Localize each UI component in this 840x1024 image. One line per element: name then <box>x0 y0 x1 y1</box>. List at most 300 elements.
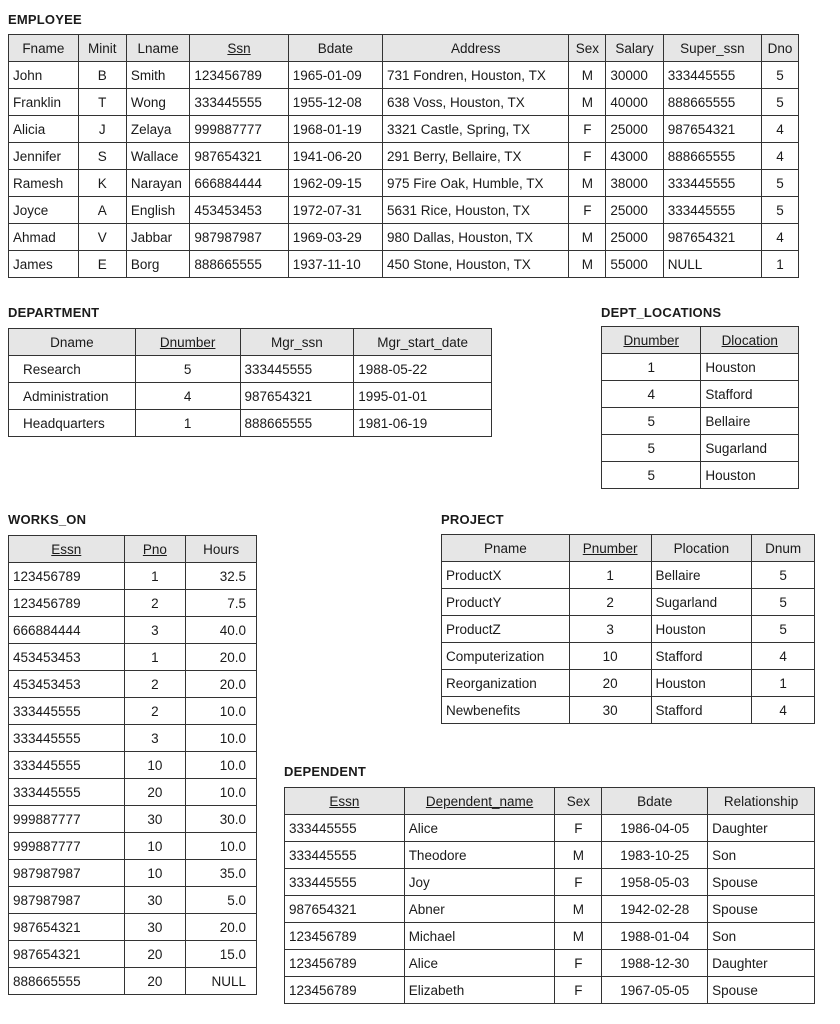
table-cell: Administration <box>9 383 136 410</box>
table-cell: 30.0 <box>186 806 257 833</box>
table-cell: M <box>569 224 606 251</box>
department-header-row <box>9 329 492 356</box>
table-cell: 10.0 <box>186 752 257 779</box>
table-cell: 10.0 <box>186 725 257 752</box>
table-cell: 1 <box>135 410 240 437</box>
table-cell: 1962-09-15 <box>288 170 382 197</box>
works-on-body <box>9 563 257 995</box>
table-row <box>9 116 799 143</box>
table-cell: 1988-01-04 <box>602 923 708 950</box>
table-cell: 25000 <box>606 197 663 224</box>
table-cell: 1968-01-19 <box>288 116 382 143</box>
table-cell: Spouse <box>708 869 815 896</box>
department-col-dnumber: Dnumber <box>135 329 240 356</box>
employee-header-row <box>9 35 799 62</box>
table-cell: 43000 <box>606 143 663 170</box>
table-cell: 987654321 <box>285 896 405 923</box>
table-cell: F <box>555 869 602 896</box>
table-cell: 1965-01-09 <box>288 62 382 89</box>
table-row <box>285 896 815 923</box>
table-cell: 20 <box>124 941 186 968</box>
table-cell: 1988-05-22 <box>354 356 492 383</box>
table-cell: 25000 <box>606 116 663 143</box>
table-cell: 4 <box>752 697 815 724</box>
table-cell: 987654321 <box>9 914 125 941</box>
table-cell: F <box>569 143 606 170</box>
dept-locations-col-dlocation: Dlocation <box>701 327 799 354</box>
dept-locations-table <box>601 326 799 489</box>
table-cell: 55000 <box>606 251 663 278</box>
table-row <box>9 644 257 671</box>
project-col-plocation: Plocation <box>651 535 752 562</box>
table-cell: Joy <box>404 869 555 896</box>
table-row <box>285 950 815 977</box>
table-row <box>9 563 257 590</box>
table-cell: 123456789 <box>9 563 125 590</box>
table-cell: 333445555 <box>9 779 125 806</box>
table-cell: Houston <box>651 670 752 697</box>
table-row <box>602 381 799 408</box>
department-table <box>8 328 492 437</box>
table-cell: 38000 <box>606 170 663 197</box>
dependent-col-relationship: Relationship <box>708 788 815 815</box>
table-cell: 4 <box>602 381 701 408</box>
table-cell: Sugarland <box>701 435 799 462</box>
table-row <box>442 562 815 589</box>
table-cell: 4 <box>762 116 799 143</box>
project-table <box>441 534 815 724</box>
table-cell: Jennifer <box>9 143 79 170</box>
employee-col-bdate: Bdate <box>288 35 382 62</box>
table-cell: 333445555 <box>285 842 405 869</box>
department-title: DEPARTMENT <box>8 305 100 320</box>
table-cell: 10 <box>124 860 186 887</box>
table-cell: 5 <box>752 562 815 589</box>
table-cell: 30 <box>124 914 186 941</box>
table-cell: 10.0 <box>186 833 257 860</box>
table-cell: F <box>569 197 606 224</box>
table-cell: 123456789 <box>285 923 405 950</box>
table-cell: 333445555 <box>663 62 761 89</box>
table-cell: 5 <box>602 435 701 462</box>
table-cell: 1972-07-31 <box>288 197 382 224</box>
table-row <box>9 197 799 224</box>
table-cell: Son <box>708 923 815 950</box>
table-cell: 4 <box>762 143 799 170</box>
table-cell: B <box>78 62 126 89</box>
table-cell: 1 <box>752 670 815 697</box>
project-header-row <box>442 535 815 562</box>
table-cell: 10.0 <box>186 698 257 725</box>
table-cell: 5.0 <box>186 887 257 914</box>
table-cell: 7.5 <box>186 590 257 617</box>
table-cell: 333445555 <box>9 698 125 725</box>
table-row <box>442 697 815 724</box>
employee-col-salary: Salary <box>606 35 663 62</box>
table-cell: 5 <box>762 197 799 224</box>
project-title: PROJECT <box>441 512 504 527</box>
table-cell: 291 Berry, Bellaire, TX <box>382 143 568 170</box>
employee-col-ssn: Ssn <box>190 35 288 62</box>
employee-col-minit: Minit <box>78 35 126 62</box>
table-row <box>9 779 257 806</box>
table-cell: 975 Fire Oak, Humble, TX <box>382 170 568 197</box>
dept-locations-col-dnumber: Dnumber <box>602 327 701 354</box>
table-cell: 666884444 <box>190 170 288 197</box>
table-cell: Alice <box>404 950 555 977</box>
table-row <box>442 643 815 670</box>
table-cell: 3 <box>124 617 186 644</box>
table-cell: 888665555 <box>240 410 354 437</box>
department-body <box>9 356 492 437</box>
table-cell: 5 <box>602 408 701 435</box>
table-cell: 5 <box>762 170 799 197</box>
works-on-title: WORKS_ON <box>8 512 87 527</box>
department-col-dname: Dname <box>9 329 136 356</box>
table-cell: Abner <box>404 896 555 923</box>
table-cell: ProductX <box>442 562 570 589</box>
table-cell: John <box>9 62 79 89</box>
table-cell: Spouse <box>708 977 815 1004</box>
dependent-table <box>284 787 815 1004</box>
table-row <box>9 383 492 410</box>
table-cell: 20.0 <box>186 671 257 698</box>
table-cell: ProductZ <box>442 616 570 643</box>
table-cell: 20 <box>569 670 651 697</box>
table-row <box>285 869 815 896</box>
table-cell: 5 <box>602 462 701 489</box>
table-cell: 1958-05-03 <box>602 869 708 896</box>
table-cell: 1981-06-19 <box>354 410 492 437</box>
employee-col-fname: Fname <box>9 35 79 62</box>
table-row <box>602 435 799 462</box>
table-cell: 1942-02-28 <box>602 896 708 923</box>
table-cell: Narayan <box>126 170 190 197</box>
table-cell: 987654321 <box>190 143 288 170</box>
table-cell: Smith <box>126 62 190 89</box>
table-cell: Wong <box>126 89 190 116</box>
employee-col-super-ssn: Super_ssn <box>663 35 761 62</box>
table-cell: 1986-04-05 <box>602 815 708 842</box>
table-cell: Sugarland <box>651 589 752 616</box>
table-cell: 30 <box>124 806 186 833</box>
table-cell: M <box>555 896 602 923</box>
table-cell: 3 <box>124 725 186 752</box>
table-cell: 333445555 <box>663 170 761 197</box>
table-cell: F <box>555 977 602 1004</box>
table-row <box>9 224 799 251</box>
table-cell: Franklin <box>9 89 79 116</box>
table-cell: M <box>569 62 606 89</box>
table-cell: 3 <box>569 616 651 643</box>
table-cell: 10 <box>124 833 186 860</box>
table-cell: 638 Voss, Houston, TX <box>382 89 568 116</box>
table-cell: English <box>126 197 190 224</box>
table-cell: 987654321 <box>663 224 761 251</box>
table-cell: M <box>569 251 606 278</box>
table-cell: 5631 Rice, Houston, TX <box>382 197 568 224</box>
table-row <box>9 356 492 383</box>
department-col-mgr-start-date: Mgr_start_date <box>354 329 492 356</box>
table-cell: NULL <box>186 968 257 995</box>
dependent-header-row <box>285 788 815 815</box>
table-row <box>9 251 799 278</box>
employee-col-dno: Dno <box>762 35 799 62</box>
table-cell: Reorganization <box>442 670 570 697</box>
employee-body <box>9 62 799 278</box>
table-cell: 30000 <box>606 62 663 89</box>
table-cell: 123456789 <box>190 62 288 89</box>
works-on-header-row <box>9 536 257 563</box>
table-cell: Stafford <box>701 381 799 408</box>
table-row <box>9 617 257 644</box>
employee-col-sex: Sex <box>569 35 606 62</box>
table-cell: 333445555 <box>663 197 761 224</box>
table-cell: M <box>569 89 606 116</box>
table-row <box>9 671 257 698</box>
table-cell: 987654321 <box>663 116 761 143</box>
table-row <box>285 842 815 869</box>
table-cell: 453453453 <box>9 644 125 671</box>
table-cell: 10 <box>569 643 651 670</box>
table-row <box>9 170 799 197</box>
dependent-col-sex: Sex <box>555 788 602 815</box>
table-cell: 987987987 <box>190 224 288 251</box>
table-row <box>9 62 799 89</box>
project-col-pnumber: Pnumber <box>569 535 651 562</box>
table-cell: Theodore <box>404 842 555 869</box>
table-cell: 30 <box>124 887 186 914</box>
employee-col-address: Address <box>382 35 568 62</box>
table-row <box>9 833 257 860</box>
table-cell: 20 <box>124 779 186 806</box>
table-cell: 4 <box>762 224 799 251</box>
table-cell: NULL <box>663 251 761 278</box>
table-cell: M <box>569 170 606 197</box>
table-cell: 5 <box>752 616 815 643</box>
table-row <box>285 923 815 950</box>
table-cell: Ramesh <box>9 170 79 197</box>
table-row <box>9 914 257 941</box>
dept-locations-body <box>602 354 799 489</box>
table-cell: Research <box>9 356 136 383</box>
table-row <box>442 670 815 697</box>
table-cell: 4 <box>135 383 240 410</box>
table-cell: 1 <box>124 644 186 671</box>
table-cell: 5 <box>762 62 799 89</box>
table-cell: M <box>555 923 602 950</box>
table-row <box>602 354 799 381</box>
dept-locations-title: DEPT_LOCATIONS <box>601 305 722 320</box>
table-cell: 32.5 <box>186 563 257 590</box>
table-cell: 333445555 <box>285 869 405 896</box>
table-cell: J <box>78 116 126 143</box>
table-cell: Headquarters <box>9 410 136 437</box>
table-cell: 333445555 <box>190 89 288 116</box>
table-row <box>9 887 257 914</box>
table-cell: 1 <box>602 354 701 381</box>
table-cell: 40000 <box>606 89 663 116</box>
table-cell: Wallace <box>126 143 190 170</box>
table-cell: 123456789 <box>9 590 125 617</box>
table-cell: M <box>555 842 602 869</box>
table-cell: Bellaire <box>701 408 799 435</box>
table-cell: Daughter <box>708 950 815 977</box>
table-cell: Ahmad <box>9 224 79 251</box>
table-cell: F <box>555 815 602 842</box>
table-cell: 1 <box>762 251 799 278</box>
table-cell: 888665555 <box>190 251 288 278</box>
table-cell: 453453453 <box>190 197 288 224</box>
table-cell: 40.0 <box>186 617 257 644</box>
works-on-table <box>8 535 257 995</box>
table-cell: Son <box>708 842 815 869</box>
table-row <box>9 590 257 617</box>
table-cell: 1 <box>569 562 651 589</box>
table-row <box>602 408 799 435</box>
table-row <box>9 698 257 725</box>
table-cell: Houston <box>701 462 799 489</box>
table-row <box>9 752 257 779</box>
table-cell: 20.0 <box>186 914 257 941</box>
dependent-col-bdate: Bdate <box>602 788 708 815</box>
table-cell: Houston <box>701 354 799 381</box>
table-cell: Michael <box>404 923 555 950</box>
table-cell: 5 <box>135 356 240 383</box>
project-col-dnum: Dnum <box>752 535 815 562</box>
table-cell: Newbenefits <box>442 697 570 724</box>
table-cell: 5 <box>752 589 815 616</box>
table-cell: 20 <box>124 968 186 995</box>
table-cell: 999887777 <box>9 833 125 860</box>
table-cell: E <box>78 251 126 278</box>
table-cell: 5 <box>762 89 799 116</box>
table-cell: 1983-10-25 <box>602 842 708 869</box>
table-cell: 10 <box>124 752 186 779</box>
table-cell: Alice <box>404 815 555 842</box>
table-cell: 980 Dallas, Houston, TX <box>382 224 568 251</box>
table-cell: T <box>78 89 126 116</box>
table-cell: 333445555 <box>285 815 405 842</box>
table-cell: 987654321 <box>240 383 354 410</box>
table-row <box>9 725 257 752</box>
table-row <box>9 143 799 170</box>
employee-title: EMPLOYEE <box>8 12 82 27</box>
table-cell: Elizabeth <box>404 977 555 1004</box>
table-cell: 888665555 <box>9 968 125 995</box>
table-cell: 123456789 <box>285 950 405 977</box>
employee-col-lname: Lname <box>126 35 190 62</box>
table-cell: 1988-12-30 <box>602 950 708 977</box>
table-cell: 1967-05-05 <box>602 977 708 1004</box>
table-row <box>285 815 815 842</box>
table-cell: 1969-03-29 <box>288 224 382 251</box>
department-col-mgr-ssn: Mgr_ssn <box>240 329 354 356</box>
dependent-col-dependent-name: Dependent_name <box>404 788 555 815</box>
table-cell: 20.0 <box>186 644 257 671</box>
table-cell: 666884444 <box>9 617 125 644</box>
table-cell: 3321 Castle, Spring, TX <box>382 116 568 143</box>
table-row <box>9 410 492 437</box>
table-cell: 1937-11-10 <box>288 251 382 278</box>
table-row <box>602 462 799 489</box>
table-row <box>9 941 257 968</box>
table-cell: Alicia <box>9 116 79 143</box>
table-cell: James <box>9 251 79 278</box>
table-cell: 123456789 <box>285 977 405 1004</box>
table-row <box>9 968 257 995</box>
table-cell: F <box>555 950 602 977</box>
table-cell: 453453453 <box>9 671 125 698</box>
table-cell: 987987987 <box>9 860 125 887</box>
table-cell: 25000 <box>606 224 663 251</box>
table-cell: 2 <box>124 590 186 617</box>
table-cell: 999887777 <box>9 806 125 833</box>
table-cell: 731 Fondren, Houston, TX <box>382 62 568 89</box>
table-cell: ProductY <box>442 589 570 616</box>
dept-locations-header-row <box>602 327 799 354</box>
table-row <box>285 977 815 1004</box>
table-row <box>9 89 799 116</box>
dependent-body <box>285 815 815 1004</box>
dependent-col-essn: Essn <box>285 788 405 815</box>
table-cell: 1 <box>124 563 186 590</box>
table-cell: 1995-01-01 <box>354 383 492 410</box>
table-cell: 888665555 <box>663 89 761 116</box>
table-cell: 2 <box>124 671 186 698</box>
works-on-col-pno: Pno <box>124 536 186 563</box>
table-cell: 15.0 <box>186 941 257 968</box>
table-cell: 999887777 <box>190 116 288 143</box>
table-cell: K <box>78 170 126 197</box>
table-cell: 333445555 <box>9 725 125 752</box>
table-cell: F <box>569 116 606 143</box>
table-cell: A <box>78 197 126 224</box>
employee-table <box>8 34 799 278</box>
table-cell: Zelaya <box>126 116 190 143</box>
project-col-pname: Pname <box>442 535 570 562</box>
table-cell: Joyce <box>9 197 79 224</box>
table-cell: 30 <box>569 697 651 724</box>
table-cell: Houston <box>651 616 752 643</box>
table-cell: Daughter <box>708 815 815 842</box>
table-row <box>9 860 257 887</box>
table-cell: 333445555 <box>240 356 354 383</box>
table-cell: Jabbar <box>126 224 190 251</box>
table-cell: 1941-06-20 <box>288 143 382 170</box>
table-cell: Spouse <box>708 896 815 923</box>
table-cell: 2 <box>124 698 186 725</box>
table-cell: 2 <box>569 589 651 616</box>
table-cell: 4 <box>752 643 815 670</box>
table-cell: 10.0 <box>186 779 257 806</box>
works-on-col-hours: Hours <box>186 536 257 563</box>
dependent-title: DEPENDENT <box>284 764 366 779</box>
table-cell: 987654321 <box>9 941 125 968</box>
table-cell: Computerization <box>442 643 570 670</box>
table-cell: Stafford <box>651 643 752 670</box>
table-row <box>442 589 815 616</box>
table-row <box>9 806 257 833</box>
table-cell: Bellaire <box>651 562 752 589</box>
table-cell: Borg <box>126 251 190 278</box>
table-cell: 1955-12-08 <box>288 89 382 116</box>
works-on-col-essn: Essn <box>9 536 125 563</box>
table-cell: 450 Stone, Houston, TX <box>382 251 568 278</box>
table-cell: Stafford <box>651 697 752 724</box>
table-cell: S <box>78 143 126 170</box>
table-cell: V <box>78 224 126 251</box>
